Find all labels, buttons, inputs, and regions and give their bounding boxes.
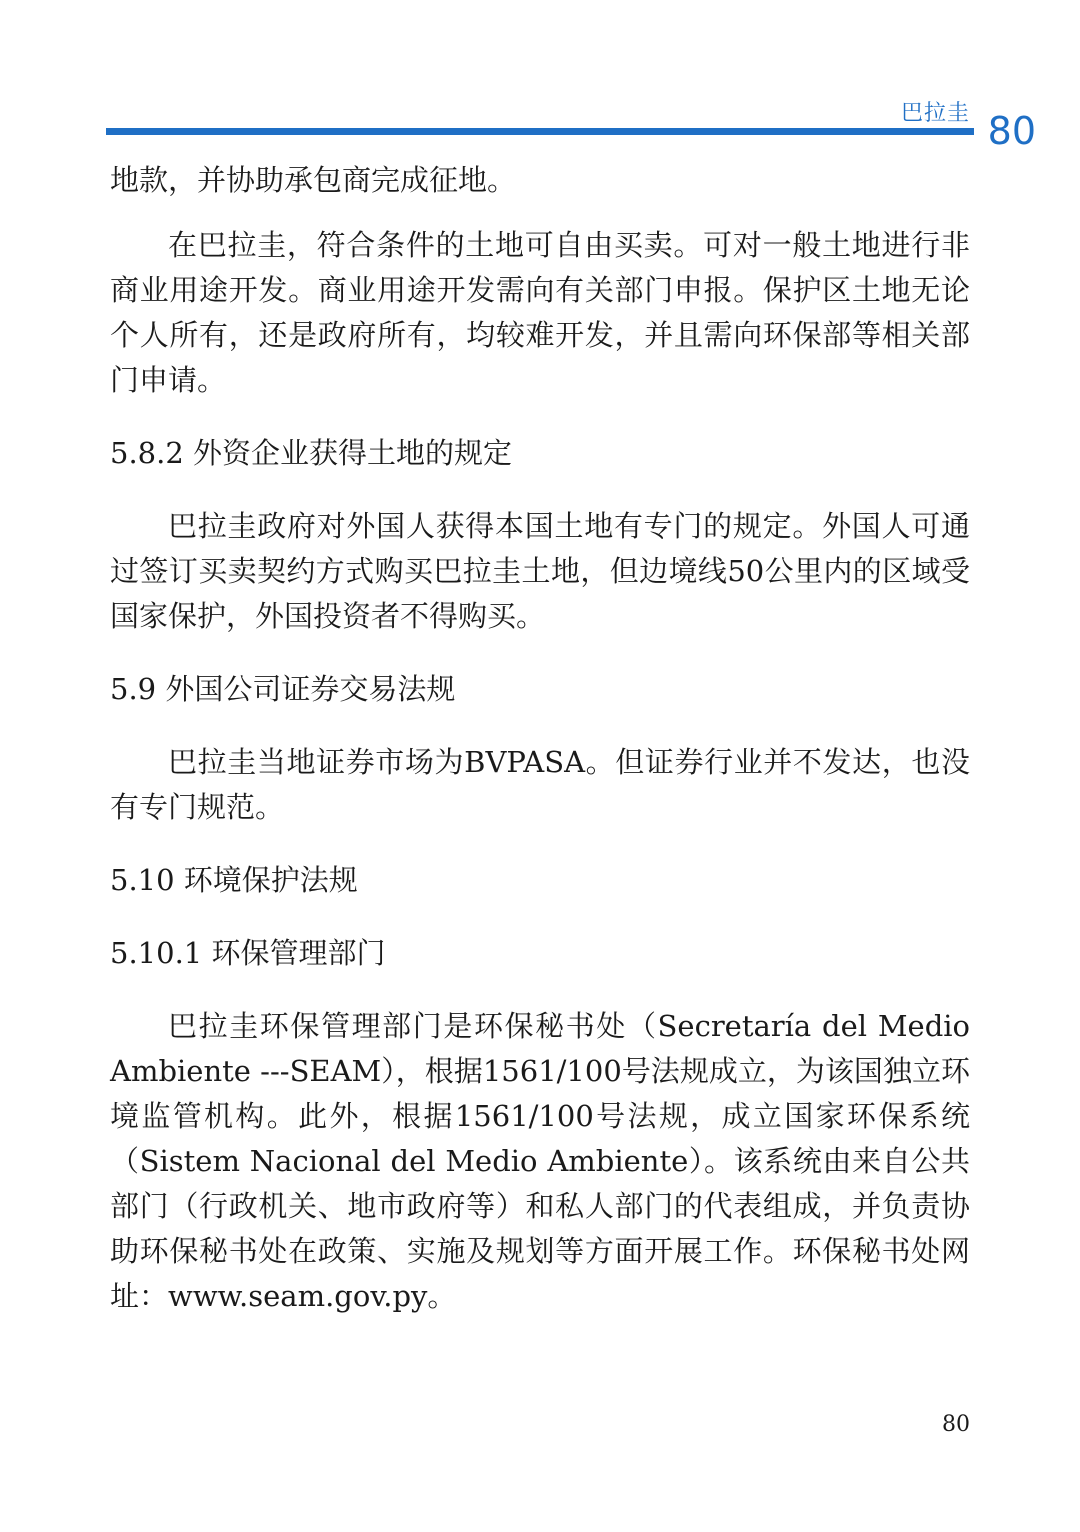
paragraph-foreign-land: 巴拉圭政府对外国人获得本国土地有专门的规定。外国人可通过签订买卖契约方式购买巴拉圭土地，但边境线50公里内的区域受国家保护，外国投资者不得购买。 [110, 509, 970, 633]
page-body [110, 158, 970, 1319]
footer-page-number: 80 [942, 1412, 970, 1437]
header-rule [106, 128, 974, 135]
heading-5-8-2: 5.8.2 外资企业获得土地的规定 [110, 436, 513, 470]
header-page-number: 80 [987, 109, 1036, 153]
paragraph-land-trade: 在巴拉圭，符合条件的土地可自由买卖。可对一般土地进行非商业用途开发。商业用途开发需向有关部门申报。保护区土地无论个人所有，还是政府所有，均较难开发，并且需向环保部等相关部门申请。 [110, 228, 970, 397]
running-head-title: 巴拉圭 [900, 101, 970, 126]
heading-5-10-1: 5.10.1 环保管理部门 [110, 936, 386, 970]
heading-5-10: 5.10 环境保护法规 [110, 863, 358, 897]
paragraph-securities: 巴拉圭当地证券市场为BVPASA。但证券行业并不发达，也没有专门规范。 [110, 745, 970, 824]
paragraph-continuation: 地款，并协助承包商完成征地。 [110, 163, 517, 197]
paragraph-environment-agency: 巴拉圭环保管理部门是环保秘书处（Secretaría del Medio Ambiente ---SEAM），根据1561/100号法规成立，为该国独立环境监管机构。此外，根据1561/100号法规，成立国家环保系统（Sistem Nacional del Medio Ambiente）。该系统由来自公共部门（行政机关、地市政府等）和私人部门的代表组成，并负责协助环保秘书处在政策、实施及规划等方面开展工作。环保秘书处网址：www.seam.gov.py。 [110, 1009, 970, 1313]
heading-5-9: 5.9 外国公司证券交易法规 [110, 672, 456, 706]
